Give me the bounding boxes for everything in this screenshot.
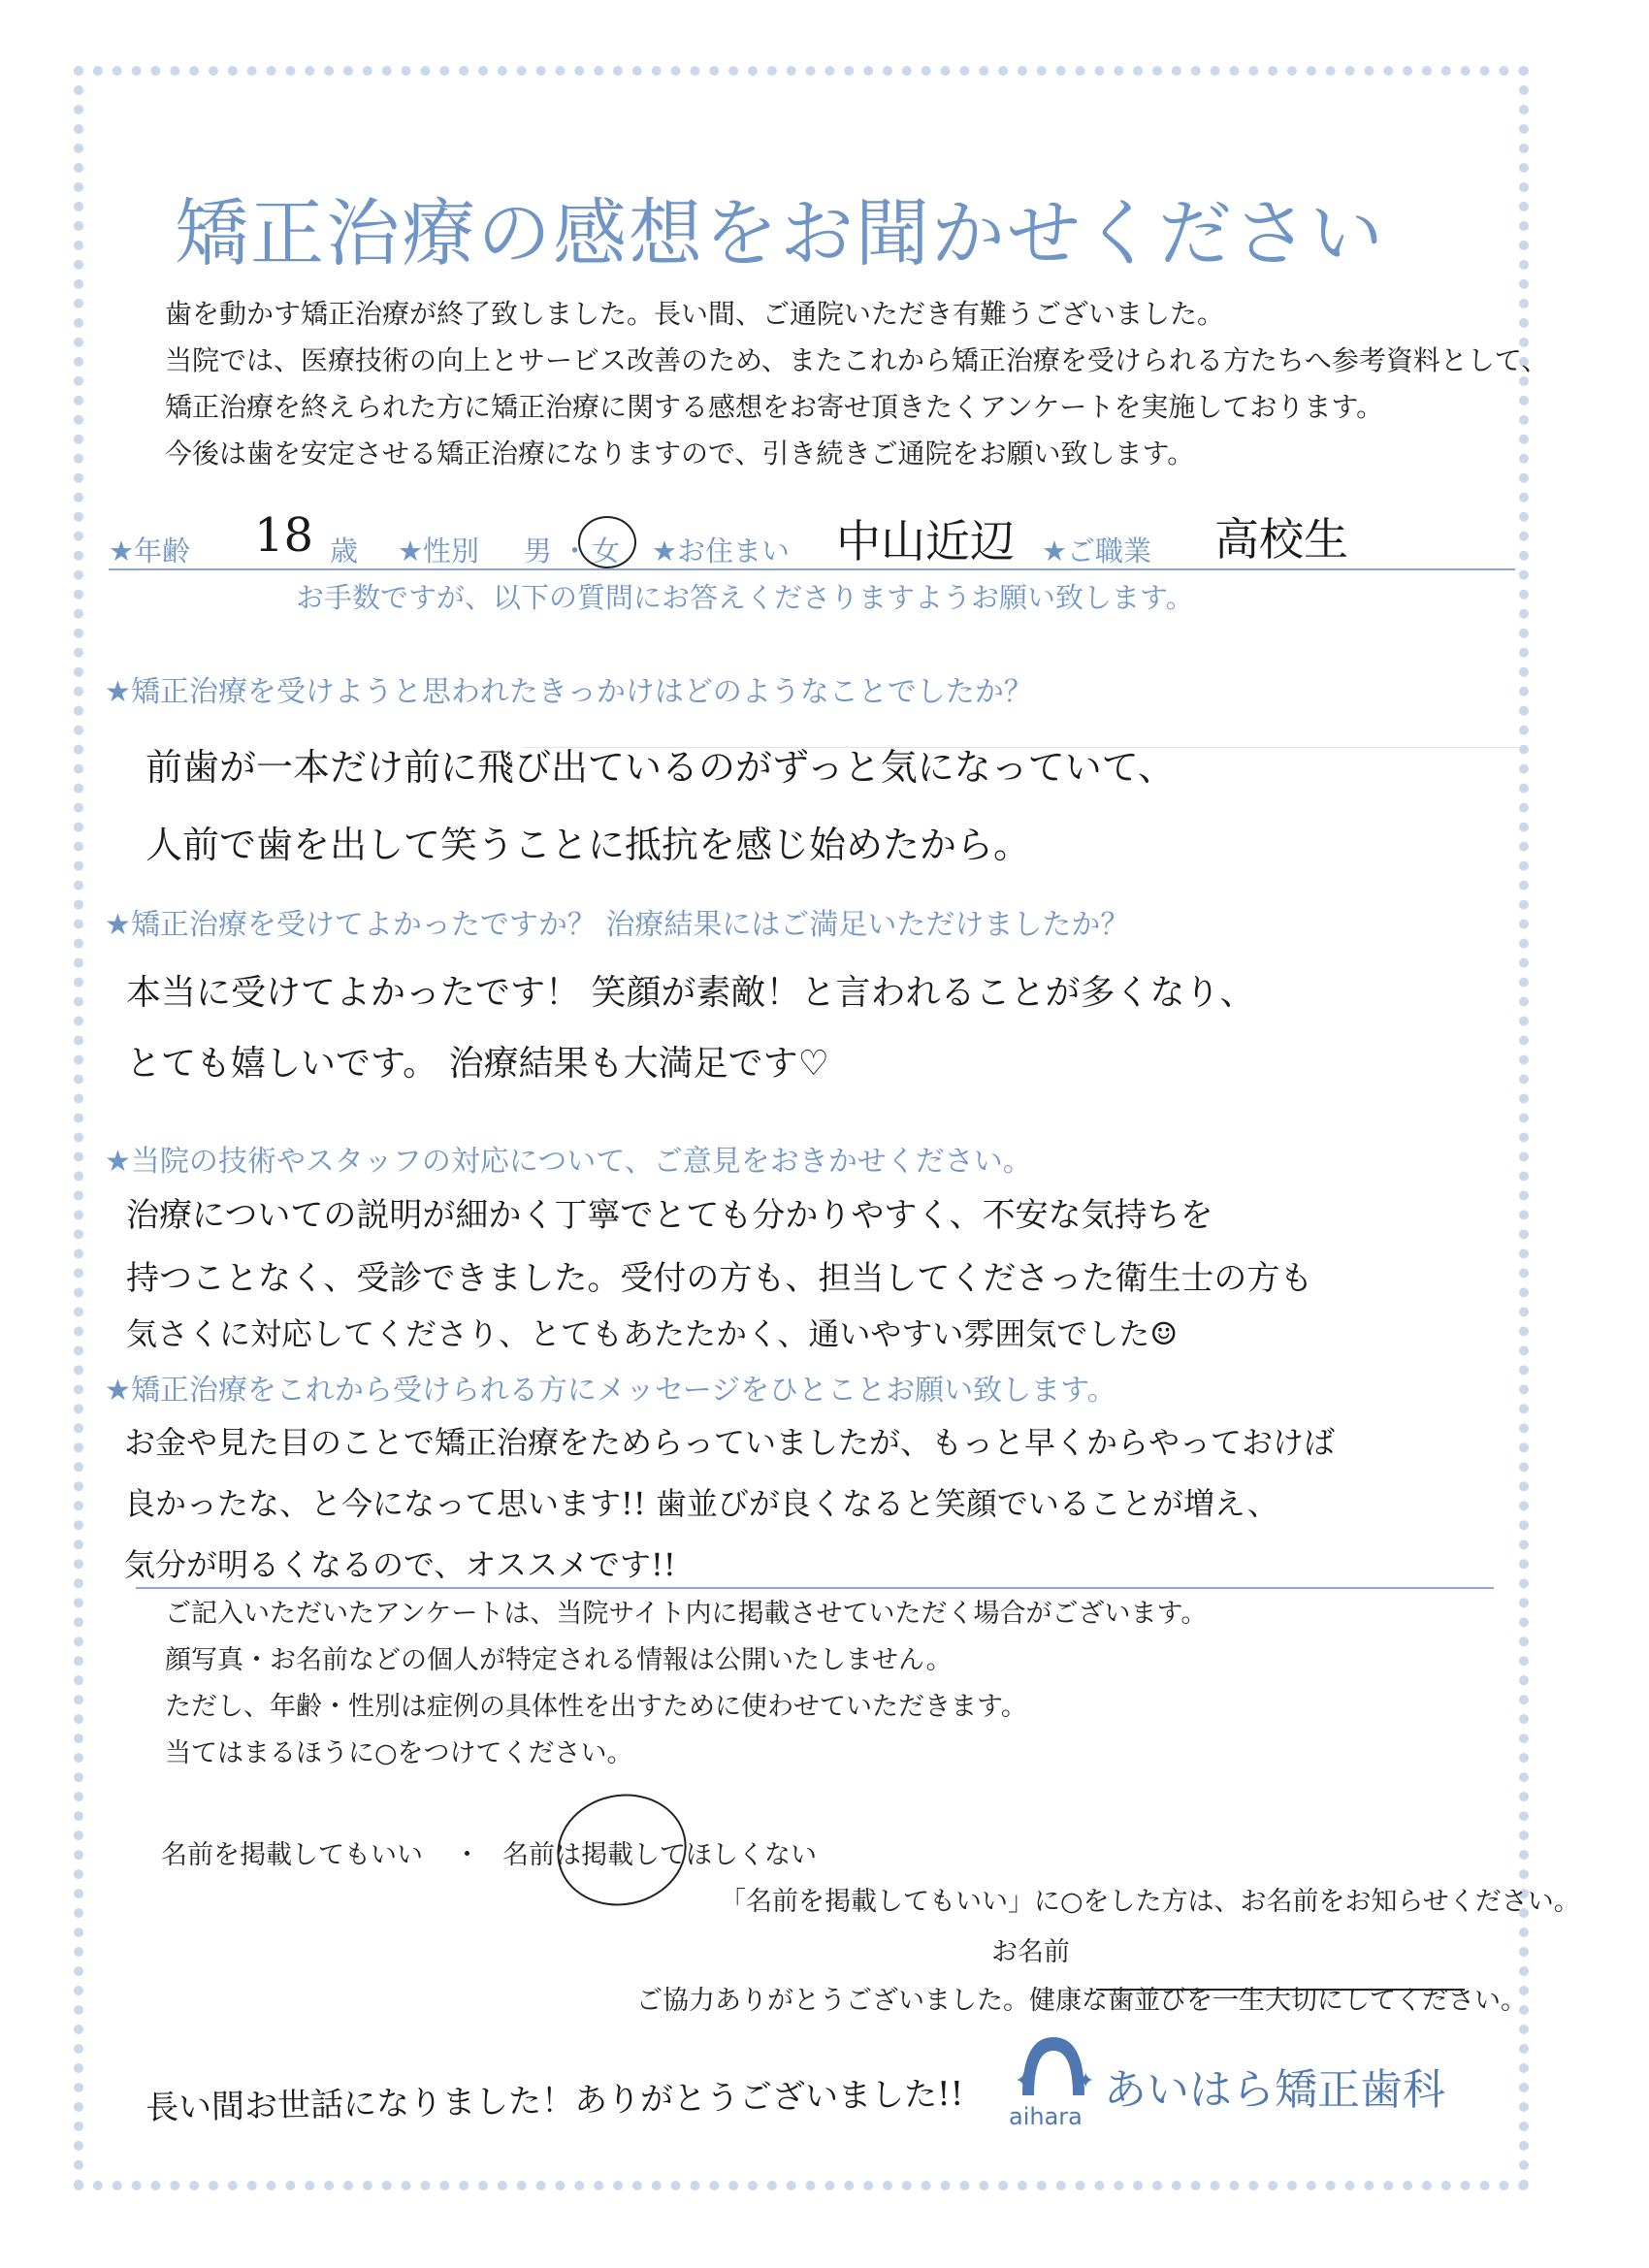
age-label: ★年齢 — [109, 535, 190, 567]
answer-4-line: 良かったな、と今になって思います!! 歯並びが良くなると笑顔でいることが増え、 — [124, 1485, 1278, 1522]
job-label: ★ご職業 — [1042, 535, 1151, 567]
address-value: 中山近辺 — [836, 515, 1015, 567]
intro-line: 歯を動かす矯正治療が終了致しました。長い間、ご通院いただき有難うございました。 — [165, 298, 1225, 330]
consent-notice — [165, 1591, 1207, 1777]
question-1: ★矯正治療を受けようと思われたきっかけはどのようなことでしたか？ — [105, 675, 1033, 709]
gender-separator: ・ — [561, 535, 590, 567]
name-request-text: 「名前を掲載してもいい」に○をした方は、お名前をお知らせください。 — [720, 1887, 1580, 1917]
thanks-text: ご協力ありがとうございました。健康な歯並びを一生大切にしてください。 — [636, 1986, 1527, 2016]
respondent-info-row — [109, 508, 1515, 570]
answer-2-line: 本当に受けてよかったです！ 笑顔が素敵！と言われることが多くなり、 — [126, 973, 1255, 1013]
age-unit: 歳 — [330, 535, 359, 567]
notice-line: ただし、年齢・性別は症例の具体性を出すために使わせていただきます。 — [165, 1692, 1027, 1722]
svg-text:✦: ✦ — [1077, 2069, 1095, 2093]
question-4: ★矯正治療をこれから受けられる方にメッセージをひとことお願い致します。 — [105, 1374, 1116, 1408]
clinic-name: あいはら矯正歯科 — [1104, 2065, 1445, 2115]
answer-3-line: 治療についての説明が細かく丁寧でとても分かりやすく、不安な気持ちを — [126, 1196, 1213, 1235]
answer-4-line: お金や見た目のことで矯正治療をためらっていましたが、もっと早くからやっておけば — [124, 1424, 1336, 1461]
notice-line: ご記入いただいたアンケートは、当院サイト内に掲載させていただく場合がございます。 — [165, 1599, 1208, 1629]
clinic-logo-icon — [1005, 2027, 1102, 2105]
answer-1-line: 前歯が一本だけ前に飛び出ているのがずっと気になっていて、 — [146, 746, 1175, 789]
answer-2-line: とても嬉しいです。 治療結果も大満足です♡ — [126, 1044, 829, 1084]
name-label: お名前 — [991, 1937, 1070, 1967]
question-2: ★矯正治療を受けてよかったですか？ 治療結果にはご満足いただけましたか？ — [105, 908, 1130, 942]
svg-text:✦: ✦ — [1015, 2069, 1033, 2093]
clinic-romaji: aihara — [1009, 2103, 1083, 2130]
option-name-ok: 名前を掲載してもいい — [161, 1840, 423, 1870]
option-name-not-ok: 名前は掲載してほしくない — [502, 1840, 817, 1870]
intro-text — [165, 291, 1549, 477]
answer-4-line: 気分が明るくなるので、オススメです!! — [124, 1546, 676, 1583]
gender-male: 男 — [524, 535, 553, 567]
answer-3-line: 気さくに対応してくださり、とてもあたたかく、通いやすい雰囲気でした☺ — [126, 1315, 1179, 1352]
option-separator: ・ — [454, 1840, 480, 1870]
gender-label: ★性別 — [398, 535, 479, 567]
job-value: 高校生 — [1214, 513, 1348, 566]
selection-circle — [578, 516, 636, 568]
answer-1-line: 人前で歯を出して笑うことに抵抗を感じ始めたから。 — [146, 824, 1031, 866]
intro-line: 今後は歯を安定させる矯正治療になりますので、引き続きご通院をお願い致します。 — [165, 437, 1195, 470]
intro-line: 矯正治療を終えられた方に矯正治療に関する感想をお寄せ頂きたくアンケートを実施しております。 — [165, 391, 1384, 423]
question-3: ★当院の技術やスタッフの対応について、ご意見をおきかせください。 — [105, 1145, 1032, 1179]
age-value: 18 — [254, 508, 314, 563]
gender-female: 女 — [592, 535, 621, 567]
answer-3-line: 持つことなく、受診できました。受付の方も、担当してくださった衛生士の方も — [126, 1259, 1313, 1298]
section-divider — [136, 1587, 1494, 1589]
address-label: ★お住まい — [652, 535, 790, 567]
page-title: 矯正治療の感想をお聞かせください — [175, 190, 1385, 276]
intro-line: 当院では、医療技術の向上とサービス改善のため、またこれから矯正治療を受けられる方たちへ参考資料として、 — [165, 344, 1549, 376]
notice-line: 当てはまるほうに○をつけてください。 — [165, 1738, 633, 1768]
instruction-subtitle: お手数ですが、以下の質問にお答えくださりますようお願い致します。 — [296, 581, 1194, 614]
notice-line: 顔写真・お名前などの個人が特定される情報は公開いたしません。 — [165, 1645, 953, 1675]
handwritten-note: 長い間お世話になりました！ありがとうございました!! — [145, 2074, 964, 2128]
